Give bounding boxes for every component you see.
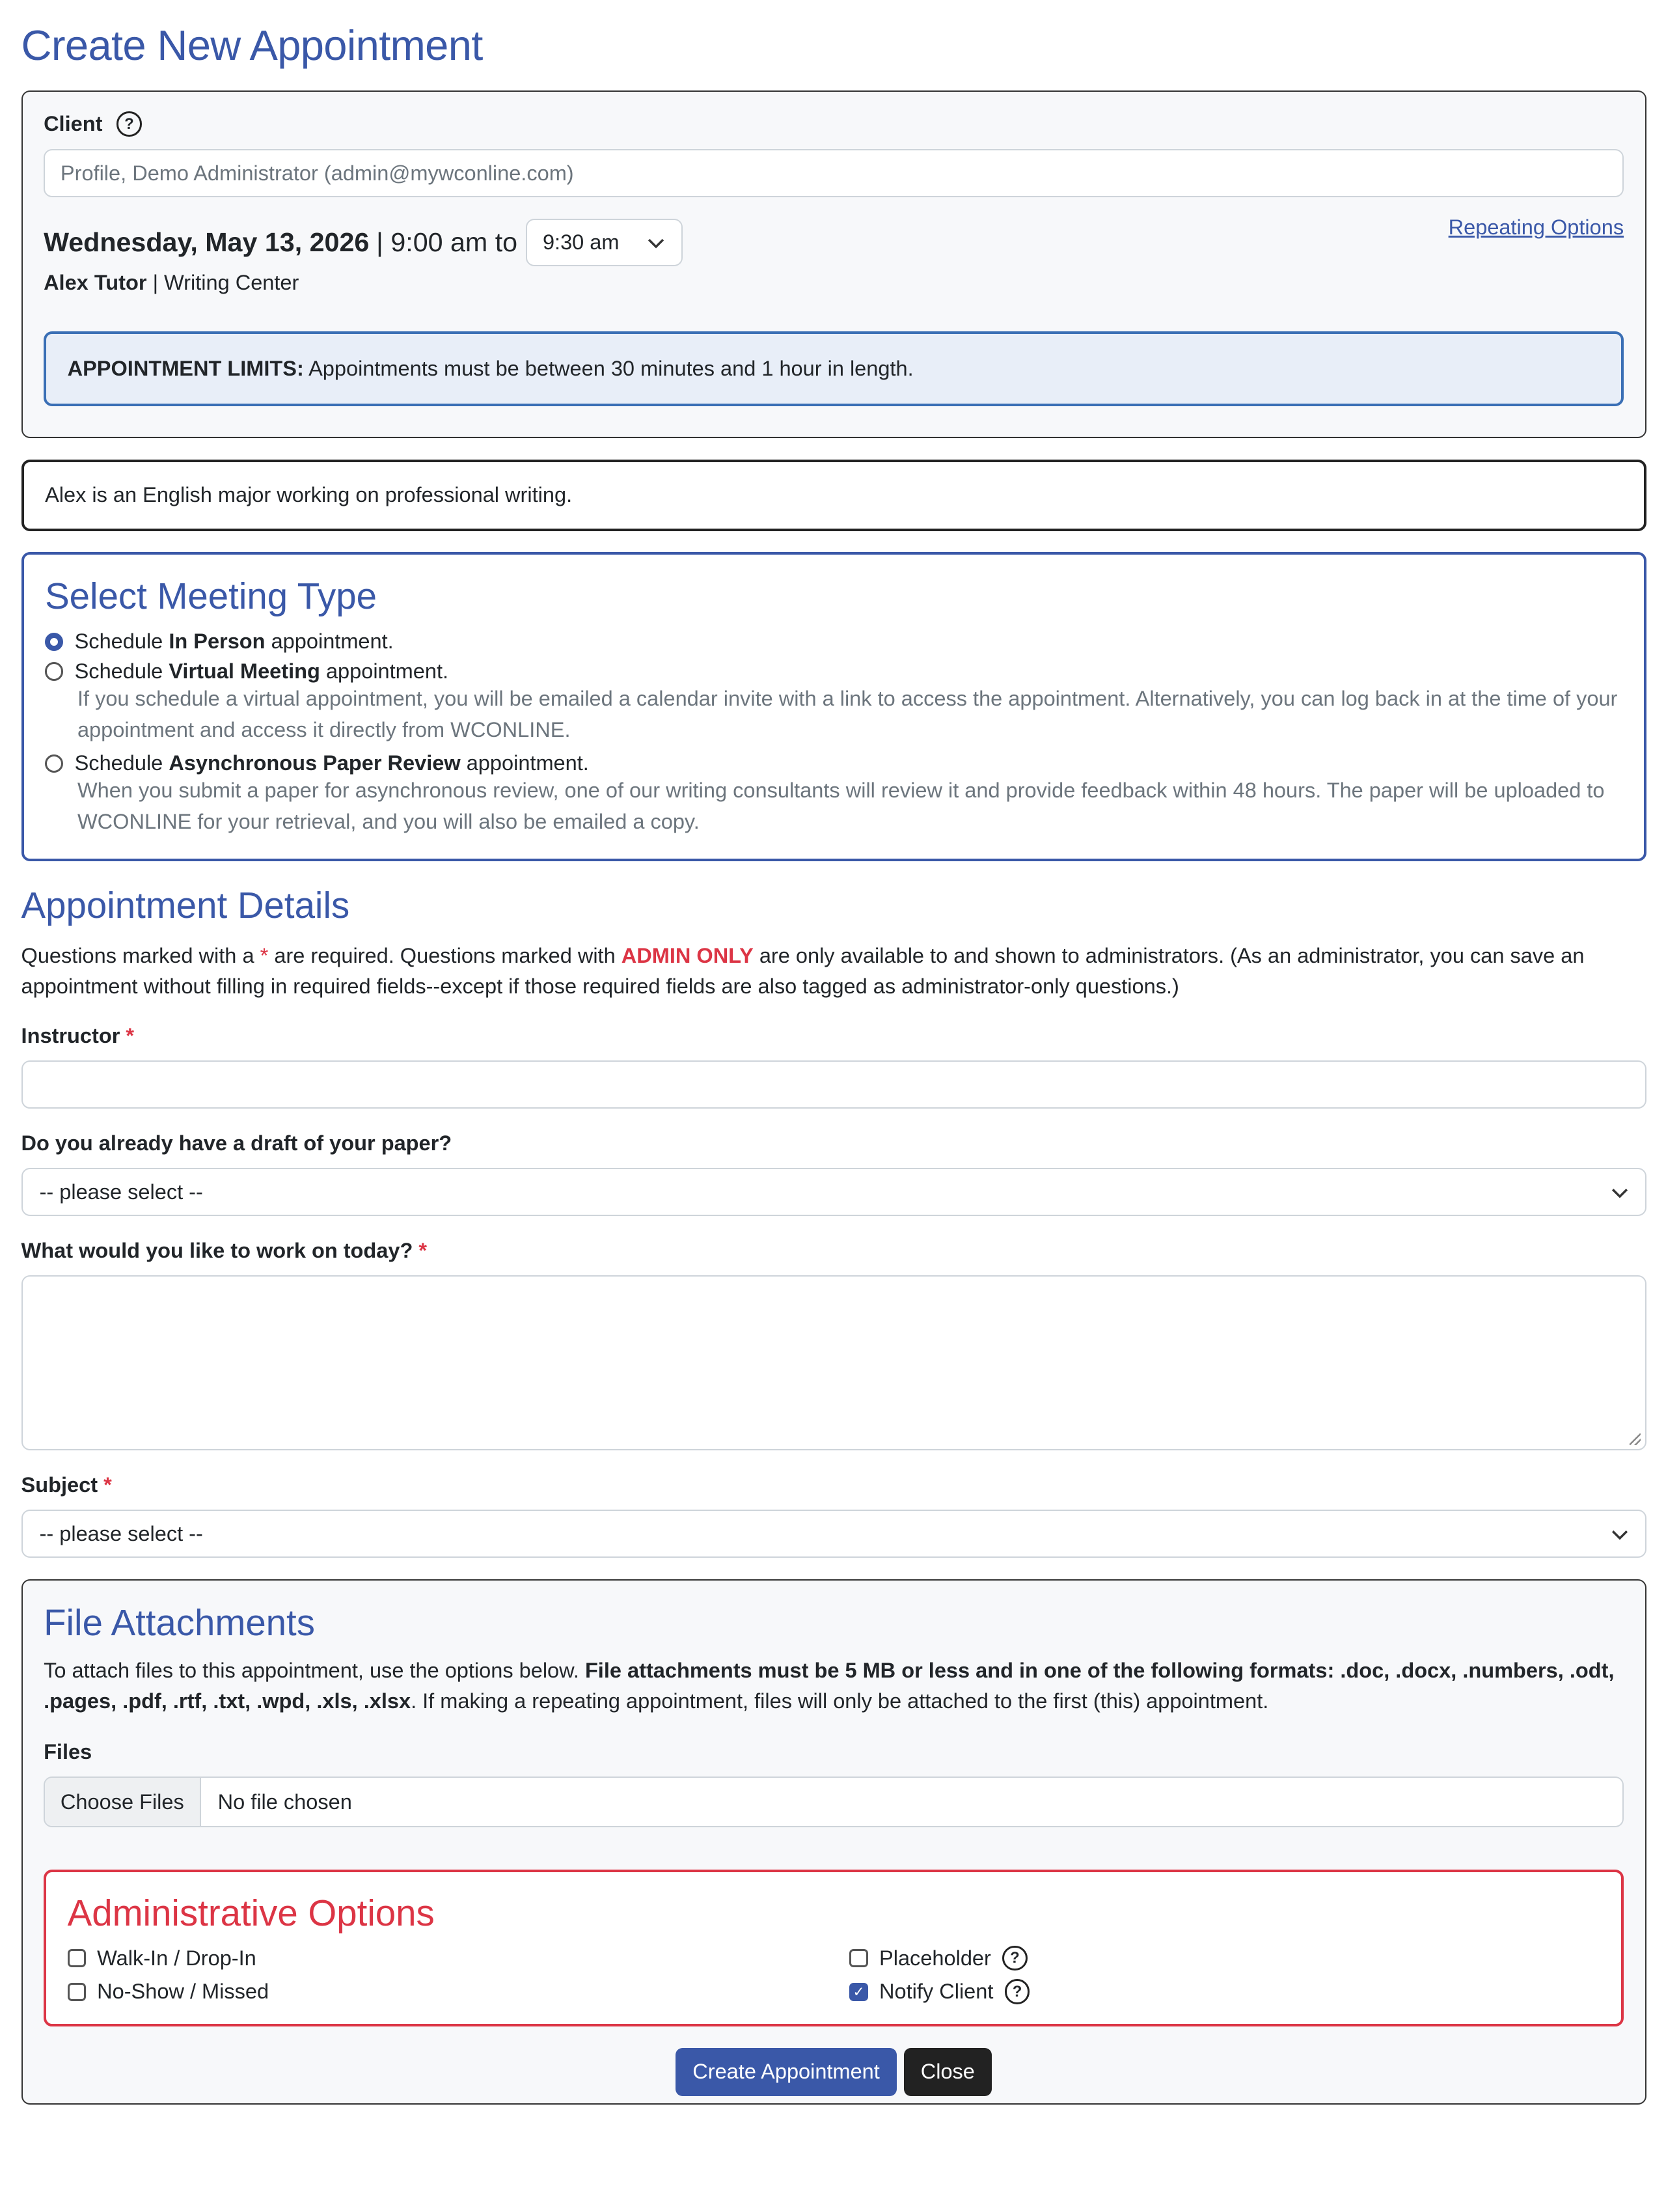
tutor-note: Alex is an English major working on professional writing. — [21, 460, 1646, 531]
end-time-select[interactable] — [526, 219, 683, 267]
notify-client-option[interactable]: ✓ Notify Client ? — [849, 1979, 1600, 2004]
radio-async[interactable] — [45, 754, 63, 773]
limits-heading: APPOINTMENT LIMITS: — [67, 356, 304, 380]
tutor-name: Alex Tutor — [44, 270, 147, 294]
choose-files-button[interactable]: Choose Files — [45, 1778, 201, 1826]
attachments-intro: To attach files to this appointment, use the options below. File attachments must be 5 MB or less and in one of the following formats: .doc, .docx, .numbers, .odt, .pages, .pdf, .rtf, .txt, .wpd, .xls, .xlsx. If making a repeating appointment, files will only be attached to the first (this) appointment. — [44, 1658, 1615, 1713]
close-button[interactable]: Close — [904, 2048, 992, 2096]
client-input[interactable]: Profile, Demo Administrator (admin@mywconline.com) — [44, 149, 1624, 197]
file-attachments-section — [21, 1579, 1646, 2105]
admin-only-tag: ADMIN ONLY — [621, 943, 754, 967]
radio-in-person[interactable] — [45, 633, 63, 651]
placeholder-checkbox[interactable] — [849, 1949, 867, 1967]
repeating-options-link[interactable]: Repeating Options — [1448, 215, 1624, 240]
subject-select[interactable] — [21, 1510, 1646, 1558]
radio-virtual[interactable] — [45, 662, 63, 680]
no-show-option[interactable]: No-Show / Missed — [68, 1979, 850, 2004]
draft-select[interactable] — [21, 1168, 1646, 1216]
attachments-title: File Attachments — [44, 1602, 315, 1643]
no-show-checkbox[interactable] — [68, 1983, 86, 2001]
meeting-option-in-person[interactable] — [45, 629, 1622, 654]
help-icon[interactable]: ? — [116, 111, 142, 137]
limits-text: Appointments must be between 30 minutes and 1 hour in length. — [308, 356, 914, 380]
admin-options-grid — [68, 1946, 1600, 2004]
file-input[interactable] — [44, 1777, 1624, 1827]
subject-label: Subject * — [21, 1472, 112, 1497]
meeting-option-virtual[interactable] — [45, 659, 1622, 684]
virtual-description: If you schedule a virtual appointment, you will be emailed a calendar invite with a link to access the appointment. Alternatively, you can log back in at the time of your appointment and access it directly from WCONLINE. — [77, 687, 1618, 741]
chevron-down-icon — [648, 232, 664, 253]
end-time-value: 9:30 am — [542, 230, 620, 254]
instructor-input[interactable] — [21, 1060, 1646, 1109]
notify-client-checkbox[interactable]: ✓ — [849, 1983, 867, 2001]
help-icon[interactable]: ? — [1005, 1979, 1030, 2004]
appointment-date: Wednesday, May 13, 2026 — [44, 227, 370, 257]
tutor-center: | Writing Center — [152, 270, 299, 294]
work-label: What would you like to work on today? * — [21, 1238, 428, 1262]
walk-in-option[interactable]: Walk-In / Drop-In — [68, 1946, 850, 1971]
admin-options-section — [44, 1870, 1624, 2026]
page-title: Create New Appointment — [21, 21, 483, 69]
async-description: When you submit a paper for asynchronous review, one of our writing consultants will review it and provide feedback within 48 hours. The paper will be uploaded to WCONLINE for your retrieval, and you will also be emailed a copy. — [77, 779, 1605, 833]
meeting-type-title: Select Meeting Type — [45, 575, 377, 616]
details-intro: Questions marked with a * are required. Questions marked with ADMIN ONLY are only available to and shown to administrators. (As an administrator, you can save an appointment without filling in required fields--except if those required fields are also tagged as administrator-only questions.) — [21, 943, 1585, 999]
client-label: Client — [44, 111, 103, 135]
subject-selected: -- please select -- — [39, 1521, 203, 1545]
chevron-down-icon — [1611, 1180, 1628, 1204]
meeting-type-section — [21, 552, 1646, 861]
chevron-down-icon — [1611, 1522, 1628, 1546]
instructor-label: Instructor * — [21, 1023, 135, 1047]
work-textarea[interactable] — [21, 1275, 1646, 1450]
action-buttons — [44, 2048, 1624, 2096]
appointment-limits-alert — [44, 331, 1624, 406]
option-label: Schedule Virtual Meeting appointment. — [74, 659, 449, 684]
draft-selected: -- please select -- — [39, 1180, 203, 1204]
walk-in-checkbox[interactable] — [68, 1949, 86, 1967]
placeholder-option[interactable]: Placeholder ? — [849, 1946, 1600, 1971]
files-label: Files — [44, 1739, 92, 1763]
client-label-row — [44, 111, 1624, 137]
tutor-line — [44, 271, 1624, 295]
appointment-start-time: | 9:00 am to — [376, 227, 518, 257]
option-label: Schedule In Person appointment. — [74, 629, 394, 654]
resize-grip-icon[interactable] — [1630, 1433, 1641, 1445]
appointment-time-row — [44, 215, 1624, 267]
details-title: Appointment Details — [21, 884, 350, 926]
option-label: Schedule Asynchronous Paper Review appointment. — [74, 751, 589, 775]
help-icon[interactable]: ? — [1002, 1946, 1028, 1971]
admin-options-title: Administrative Options — [67, 1892, 435, 1934]
file-status: No file chosen — [217, 1790, 352, 1814]
client-card — [21, 90, 1646, 438]
meeting-option-async[interactable] — [45, 751, 1622, 775]
draft-label: Do you already have a draft of your paper? — [21, 1131, 452, 1155]
create-appointment-button[interactable]: Create Appointment — [676, 2048, 897, 2096]
